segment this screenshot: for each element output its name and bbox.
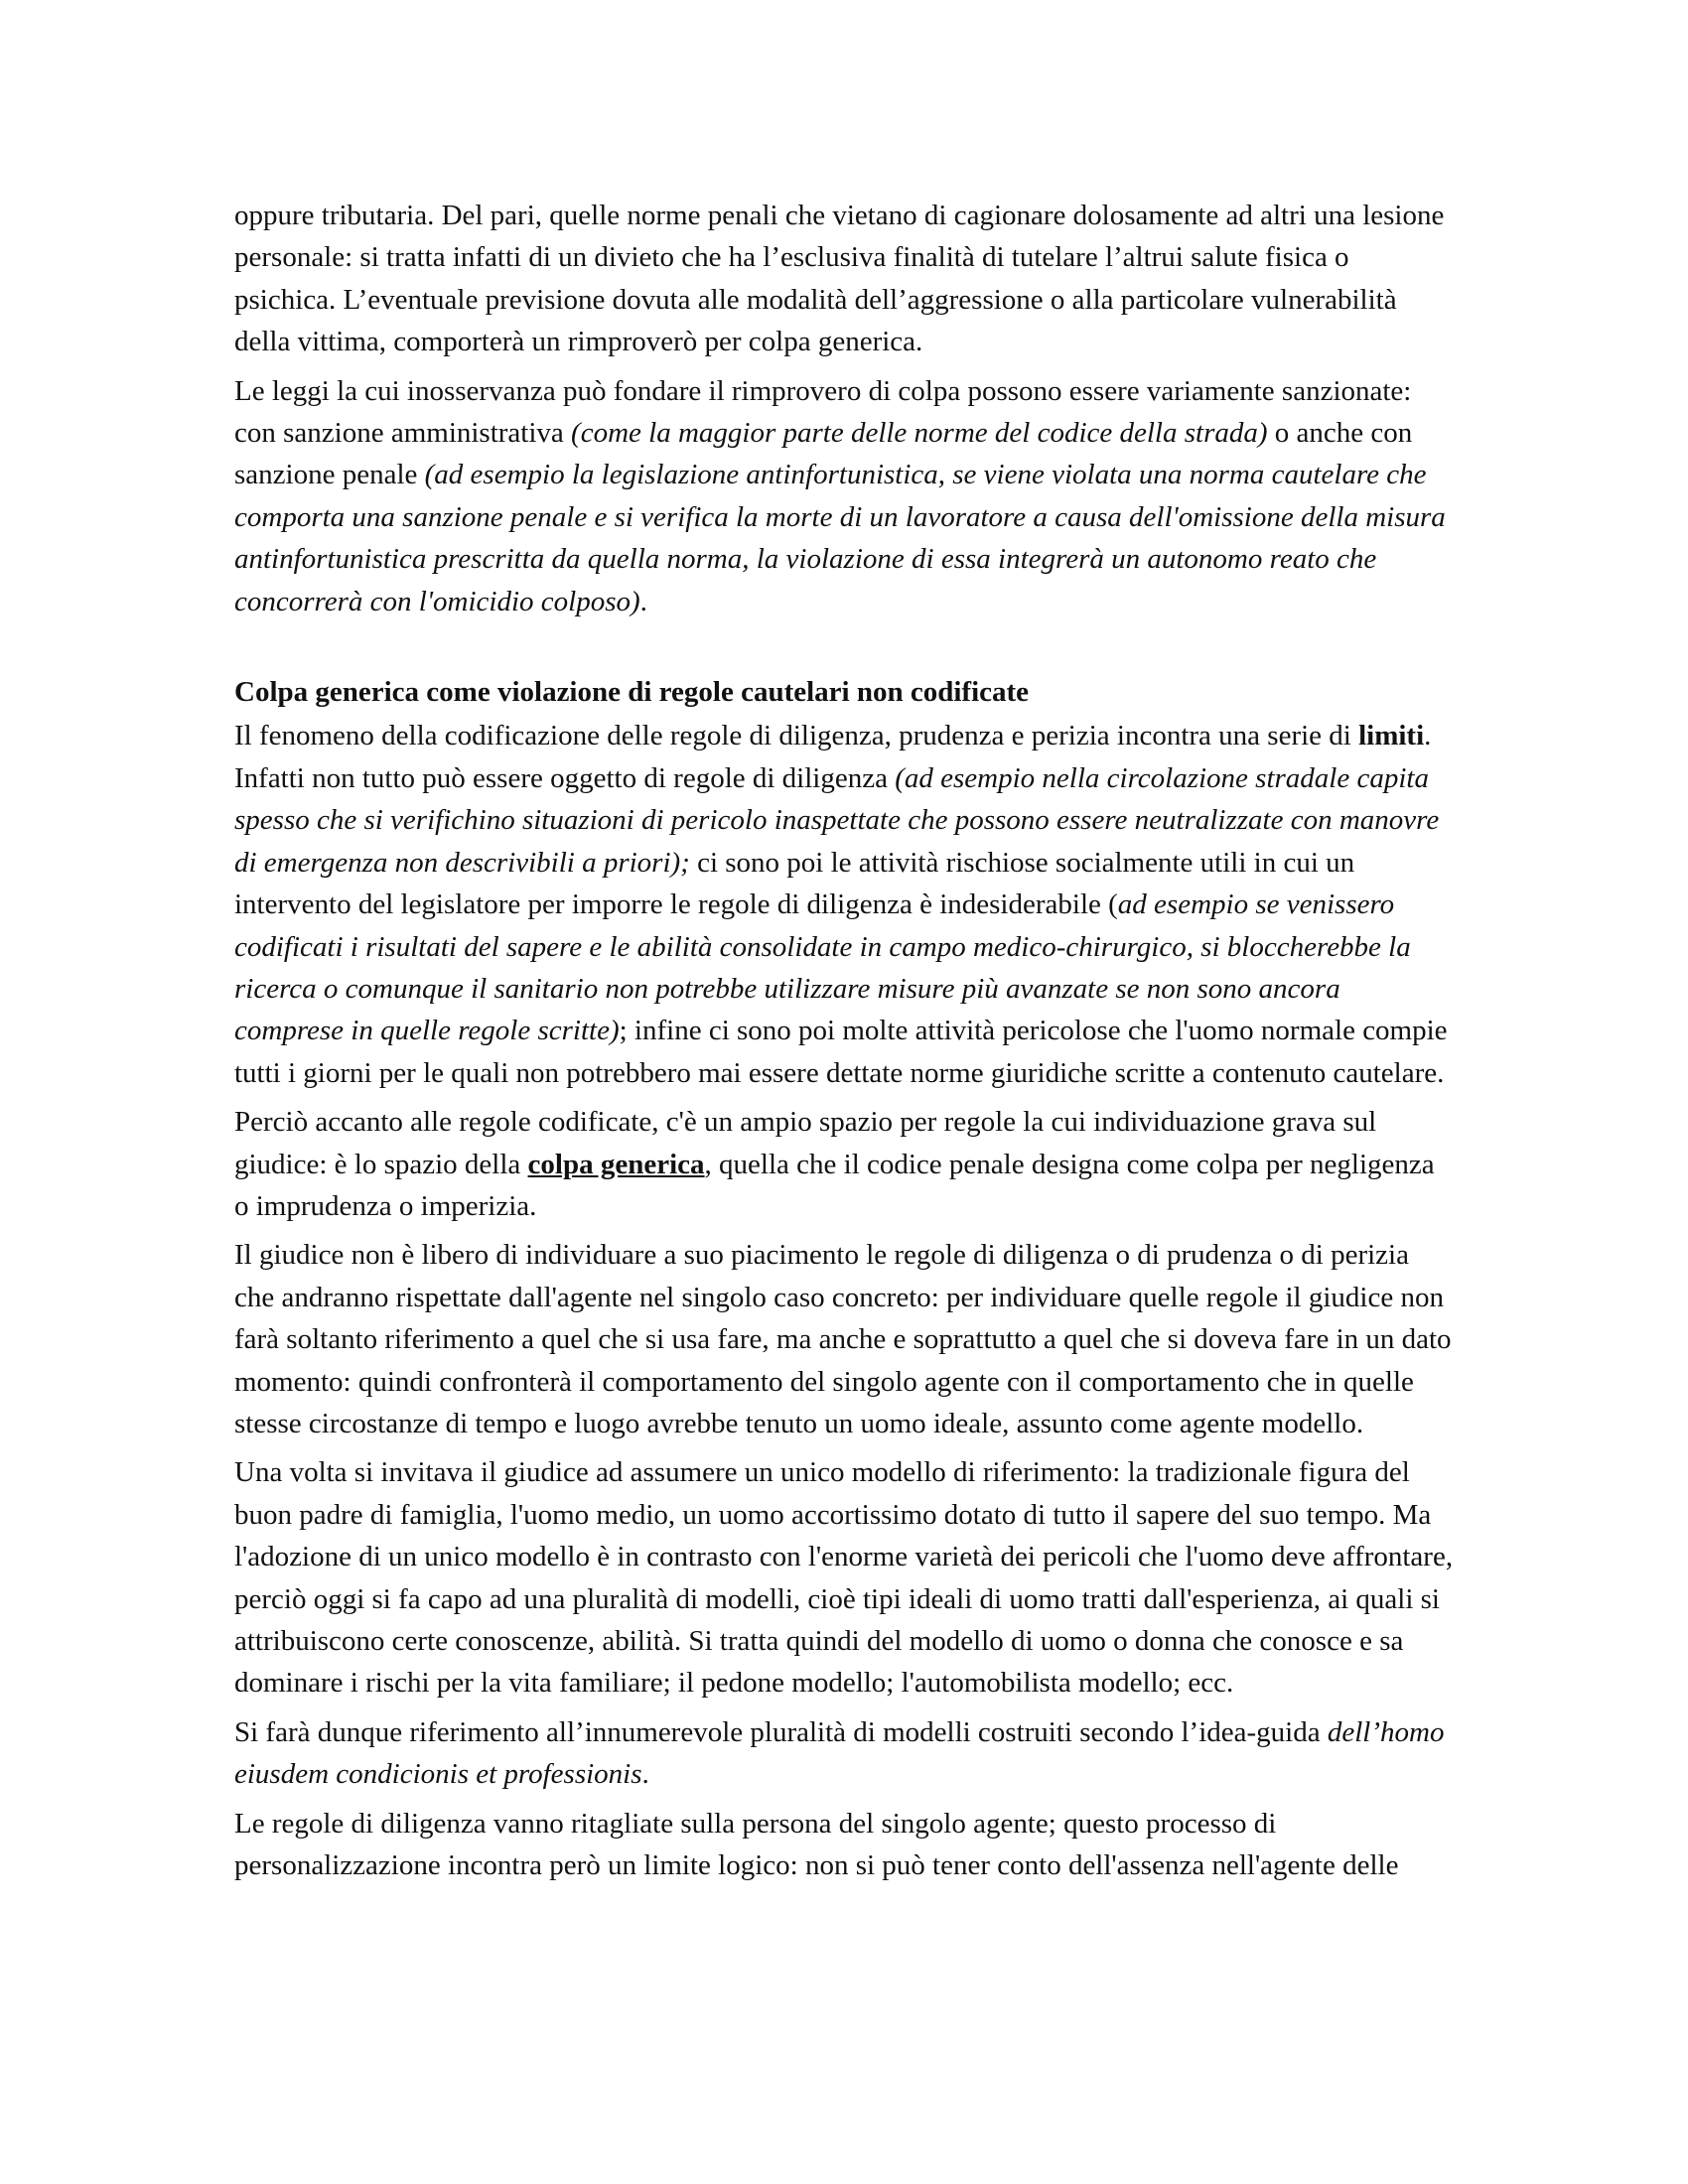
italic-text-run: (ad esempio nella circolazione stradale capita spesso che si verifichino situazioni di pericolo inaspettate che possono essere neutralizzate con manovre di emergenza non descrivibili a priori); [234,761,1440,879]
paragraph-s4 [234,1451,1456,1704]
paragraph-s5 [234,1711,1456,1796]
italic-text-run: (ad esempio la legislazione antinfortunistica, se viene violata una norma cautelare che comporta una sanzione penale e si verifica la morte di un lavoratore a causa dell'omissione della misura antinfortunistica prescritta da quella norma, la violazione di essa integrerà un autonomo reato che concorrerà con l'omicidio colposo) [234,459,1446,617]
text-run: Perciò accanto alle regole codificate, c'è un ampio spazio per regole la cui individuazione grava sul giudice: è lo spazio della [234,1106,1377,1180]
text-run: ci sono poi le attività rischiose socialmente utili in cui un intervento del legislatore per imporre le regole di diligenza è indesiderabile ( [234,846,1355,921]
paragraph-p1 [234,195,1456,363]
text-run: . Infatti non tutto può essere oggetto di regole di diligenza [234,720,1432,794]
document-page [234,195,1456,1893]
paragraph-s6 [234,1803,1456,1887]
italic-text-run: (come la maggior parte delle norme del codice della strada) [571,417,1268,450]
italic-text-run: ad esempio se venissero codificati i risultati del sapere e le abilità consolidate in campo medico-chirurgico, si bloccherebbe la ricerca o comunque il sanitario non potrebbe utilizzare misure più avanzate se non sono ancora comprese in quelle regole scritte) [234,888,1411,1047]
section-paragraphs [234,715,1456,1886]
text-run: Il giudice non è libero di individuare a suo piacimento le regole di diligenza o di prudenza o di perizia che andranno rispettate dall'agente nel singolo caso concreto: per individuare quelle regole il giudice non farà soltanto riferimento a quel che si usa fare, ma anche e soprattutto a quel che si doveva fare in un dato momento: quindi confronterà il comportamento del singolo agente con il comportamento che in quelle stesse circostanze di tempo e luogo avrebbe tenuto un uomo ideale, assunto come agente modello. [234,1239,1452,1439]
text-run: . [639,585,647,617]
text-run: Una volta si invitava il giudice ad assumere un unico modello di riferimento: la tradizionale figura del buon padre di famiglia, l'uomo medio, un uomo accortissimo dotato di tutto il sapere del suo tempo. Ma l'adozione di un unico modello è in contrasto con l'enorme varietà dei pericoli che l'uomo deve affrontare, perciò oggi si fa capo ad una pluralità di modelli, cioè tipi ideali di uomo tratti dall'esperienza, ai quali si attribuiscono certe conoscenze, abilità. Si tratta quindi del modello di uomo o donna che conosce e sa dominare i rischi per la vita familiare; il pedone modello; l'automobilista modello; ecc. [234,1456,1454,1700]
text-run: Le regole di diligenza vanno ritagliate sulla persona del singolo agente; questo processo di personalizzazione incontra però un limite logico: non si può tener conto dell'assenza nell'agente delle [234,1807,1399,1882]
italic-text-run: dell’homo eiusdem condicionis et professionis [234,1715,1445,1791]
paragraph-s3 [234,1234,1456,1444]
text-run: Le leggi la cui inosservanza può fondare il rimprovero di colpa possono essere variamente sanzionate: con sanzione amministrativa [234,374,1412,450]
text-run: Il fenomeno della codificazione delle regole di diligenza, prudenza e perizia incontra una serie di [234,720,1359,752]
text-run: ; infine ci sono poi molte attività pericolose che l'uomo normale compie tutti i giorni per le quali non potrebbero mai essere dettate norme giuridiche scritte a contenuto cautelare. [234,1015,1448,1089]
bold-underline-text-run: colpa generica [527,1148,705,1180]
text-run: o anche con sanzione penale [234,417,1413,491]
intro-paragraphs [234,195,1456,622]
paragraph-s1 [234,715,1456,1094]
text-run: , quella che il codice penale designa come colpa per negligenza o imprudenza o imperizia. [234,1148,1435,1222]
text-run: Si farà dunque riferimento all’innumerevole pluralità di modelli costruiti secondo l’idea-guida [234,1715,1328,1748]
paragraph-s2 [234,1101,1456,1227]
text-run: . [641,1758,649,1791]
section-heading: Colpa generica come violazione di regole cautelari non codificate [234,676,1030,709]
paragraph-p2 [234,370,1456,622]
bold-text-run: limiti [1358,720,1425,752]
text-run: oppure tributaria. Del pari, quelle norme penali che vietano di cagionare dolosamente ad altri una lesione personale: si tratta infatti di un divieto che ha l’esclusiva finalità di tutelare l’altrui salute fisica o psichica. L’eventuale previsione dovuta alle modalità dell’aggressione o alla particolare vulnerabilità della vittima, comporterà un rimproverò per colpa generica. [234,200,1445,358]
